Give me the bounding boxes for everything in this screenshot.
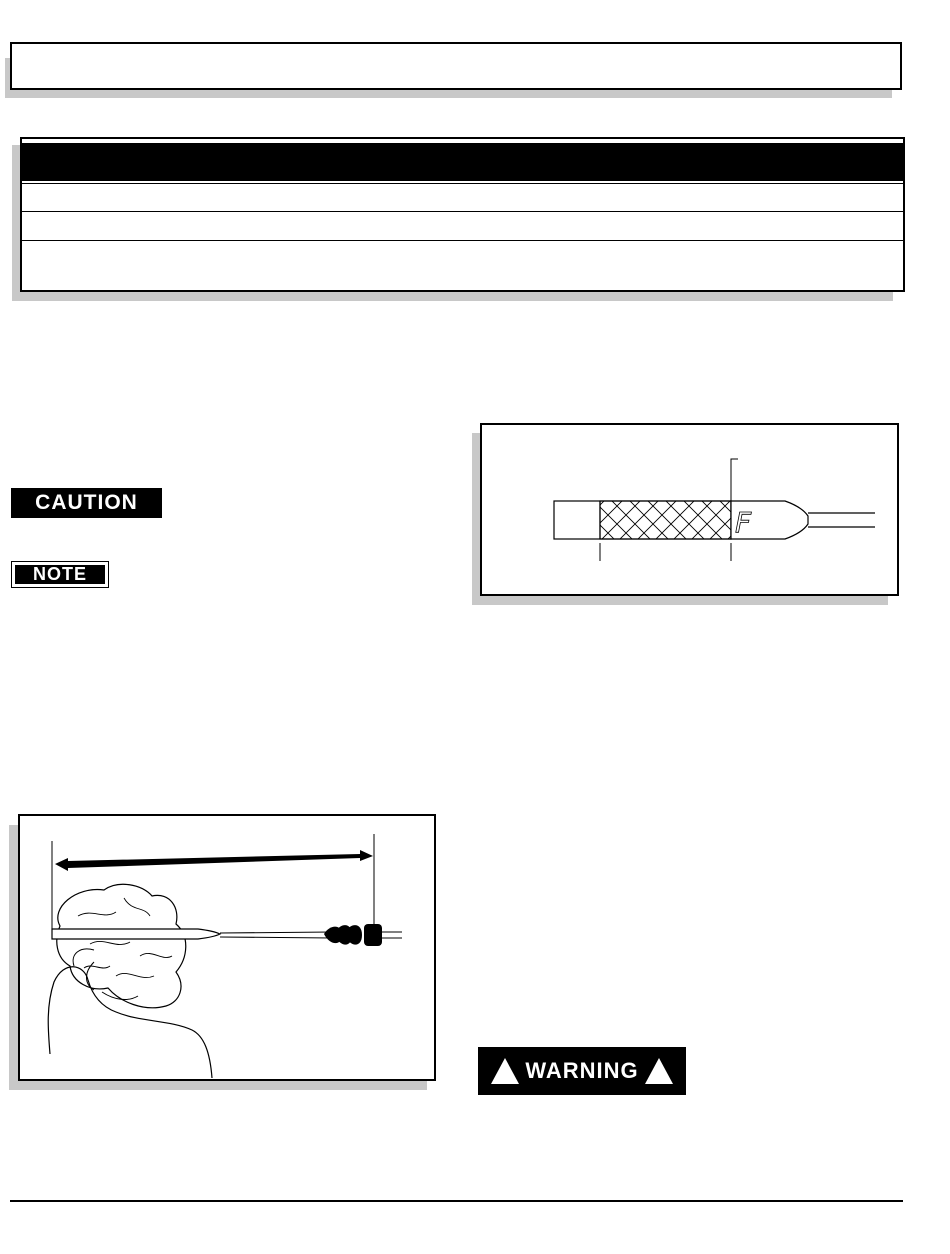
note-label: NOTE [32,564,87,584]
figure-dipstick-marks [480,423,899,596]
table-header-bar [22,143,903,181]
warning-triangle-icon [491,1058,519,1084]
table-row [22,241,903,289]
spec-table [20,137,905,292]
table-row [22,212,903,241]
note-badge [11,561,109,588]
dipstick-marks-illustration [482,425,897,594]
caution-label: CAUTION [35,491,138,514]
header-box [10,42,902,90]
warning-badge [478,1047,686,1095]
warning-label: WARNING [525,1058,639,1083]
table-row [22,185,903,212]
dipstick-wipe-illustration [20,816,434,1079]
table-header-underline [22,183,903,184]
caution-badge [11,488,162,518]
warning-triangle-icon [645,1058,673,1084]
footer-rule [10,1200,903,1202]
figure-dipstick-wipe [18,814,436,1081]
full-mark-letter: F [735,506,752,539]
